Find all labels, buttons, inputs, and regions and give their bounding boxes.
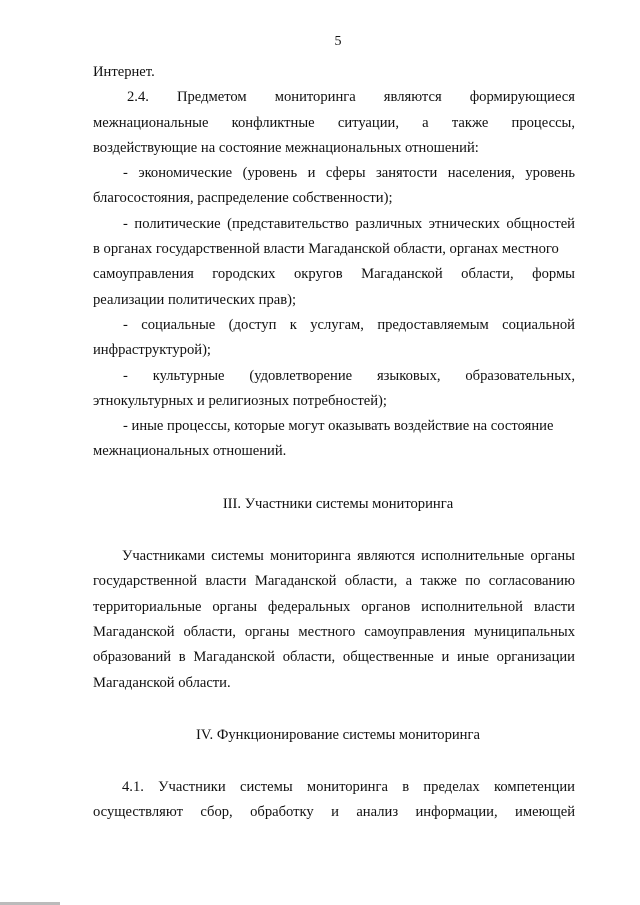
section-heading: III. Участники системы мониторинга [222, 495, 454, 512]
text-line: Участниками системы мониторинга являются исполнительные органы [122, 548, 575, 565]
document-body [93, 60, 575, 826]
text-line: Магаданской области. [93, 674, 231, 691]
text-line: территориальные органы федеральных органов исполнительной власти [93, 598, 575, 615]
text-line: этнокультурных и религиозных потребностей); [93, 392, 387, 409]
text-line: 2.4. Предметом мониторинга являются формирующиеся [127, 89, 575, 106]
text-line: 4.1. Участники системы мониторинга в пределах компетенции [122, 779, 575, 796]
text-line: осуществляют сбор, обработку и анализ информации, имеющей [93, 804, 575, 821]
text-line: образований в Магаданской области, общественные и иные организации [93, 649, 575, 666]
text-line: Интернет. [93, 64, 155, 80]
list-item: - политические (представительство различных этнических общностей [123, 215, 575, 232]
text-line: Магаданской области, органы местного самоуправления муниципальных [93, 623, 575, 640]
text-line: самоуправления городских округов Магаданской области, формы [93, 266, 575, 283]
text-line: воздействующие на состояние межнациональных отношений: [93, 139, 479, 156]
text-line: благосостояния, распределение собственности); [93, 190, 393, 207]
text-line: в органах государственной власти Магаданской области, органах местного [93, 241, 559, 258]
text-line: реализации политических прав); [93, 291, 297, 308]
text-line: межнациональные конфликтные ситуации, а также процессы, [93, 114, 575, 131]
list-item: - культурные (удовлетворение языковых, образовательных, [123, 367, 575, 384]
section-heading: IV. Функционирование системы мониторинга [196, 726, 480, 743]
text-line: государственной власти Магаданской области, а также по согласованию [93, 573, 575, 590]
text-line: межнациональных отношений. [93, 443, 287, 460]
page-number: 5 [334, 34, 342, 49]
list-item: - экономические (уровень и сферы занятости населения, уровень [123, 165, 575, 182]
list-item: - иные процессы, которые могут оказывать воздействие на состояние [123, 418, 554, 435]
list-item: - социальные (доступ к услугам, предоставляемым социальной [123, 316, 575, 333]
text-line: инфраструктурой); [93, 342, 211, 359]
